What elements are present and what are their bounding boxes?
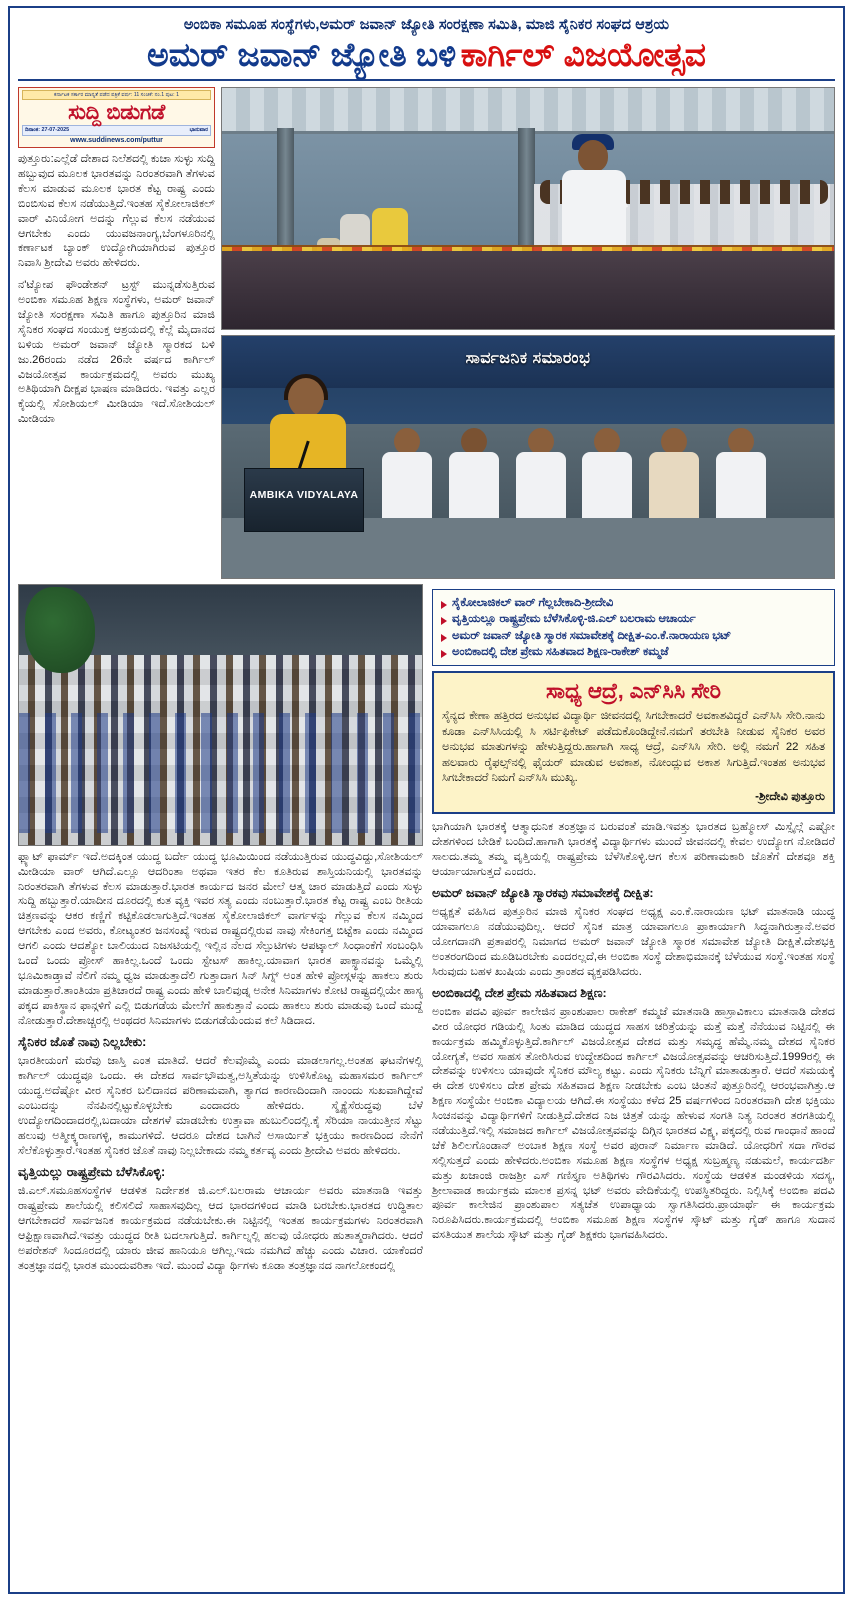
paragraph: ಅಂಬಿಕಾ ಪದವಿ ಪೂರ್ವ ಕಾಲೇಜಿನ ಪ್ರಾಂಶುಪಾಲ ರಾಕೇಶ್ ಕಮ್ಮಜೆ ಮಾತನಾಡಿ ಹಾಸ್ರಾವಿಕಾಲು ಮಾತನಾಡಿ ದೇಶದ ವೀರ ಯೋಧರ ಗಡಿಯಲ್ಲಿ ಸಿಂತು ಮಾಡಿದ ಯುದ್ಧದ ಸಾಹಸ ಚರಿತ್ರೆಯನ್ನು ಮತ್ತೆ ಮತ್ತೆ ನೆನೆಯುವ ನಿಟ್ಟಿನಲ್ಲಿ ಈ ಕಾರ್ಯಕ್ರಮ ಹಮ್ಮಿಕೊಳ್ಳುತ್ತಿದೆ.ಕಾರ್ಗಿಲ್ ವಿಜಯೋತ್ಸವ ದೇಶದ ಮತ್ತು ಸಮೃದ್ಧ ಹೆಮ್ಮೆ.ನಮ್ಮ ದೇಶದ ಸೈನಿಕರ ಯೋಗ್ಯತೆ, ಅವರ ಸಾಹಸ ತೋರಿಸಿರುವ ಉದ್ದೇಶದಿಂದ ಕಾರ್ಗಿಲ್ ವಿಜಯೋತ್ಸವವನ್ನು ಆಚರಿಸುತ್ತಿದೆ.1999ರಲ್ಲಿ ಈ ದೇಶವನ್ನು ಉಳಿಸಲು ಯಾವುದೇ ಸೈನಿಕರ ಮೌಲ್ಯ ಕಟ್ಟು. ಎಂದು ಸೈನಿಕರು ಬೆನ್ನಿಗೆ ಮಾತಾಡುತ್ತಾರೆ. ಆದರೆ ಸಮಯಕ್ಕೆ ಈ ದೇಶ ಉಳಿಸಲು ದೇಶ ಪ್ರೇಮ ಸಹಿತವಾದ ಶಿಕ್ಷಣ ನೀಡಬೇಕು ಎಂಬ ಚಿಂತನೆ ಪುತ್ತೂರಿನಲ್ಲಿ ಆರಂಭವಾಗಿತ್ತು.ಆ ಶಿಕ್ಷಣ ಸಂಸ್ಥೆಯೇ ಅಂಬಿಕಾ ವಿದ್ಯಾಲಯ ಆಗಿದೆ.ಈ ಸಂಸ್ಥೆಯು ಕಳೆದ 25 ವರ್ಷಗಳಿಂದ ನಿರಂತರವಾಗಿ ದೇಶ ಭಕ್ತಿಯು ಸಿಂಚನವನ್ನು ವಿದ್ಯಾರ್ಥಿಗಳಿಗೆ ನೀಡುತ್ತಿದೆ.ದೇಶದ ನಿಜ ಚಿತ್ರತೆ ಯನ್ನು ಹೇಳುವ ಸಂಗತಿ ನಿತ್ಯ ನಿರಂತರ ತರಗತಿಯಲ್ಲಿ ನಡೆಯುತ್ತಿದೆ.ಇಲ್ಲಿ ಸಮಾಜದ ಕಾರ್ಗಿಲ್ ವಿಜಯೋತ್ಸವವನ್ನು ದಿಗ್ಗಿನ ಭಾರತದ ವಿಕ್ಷ್ಯ, ಪಕ್ಕದಲ್ಲಿ ರುವ ಗಾಂಧಾನೆ ಹಾಂದೆ ಚೆಕೆ ಶಿಲಿಲಗೊಂಡಾನ್ ಅಂಬಾಕ ಶಿಕ್ಷಣ ಸಂಸ್ಥೆ ಅವರ ಪುರಾನ್ ನಿರ್ಮಾಣ ಮಾಡಿದೆ. ಯೋಧರಿಗೆ ಸದಾ ಗೌರವ ಸಲ್ಲಿಸುತ್ತದೆ ಎಂದು ಹೇಳಿದರು.ಅಂಬಿಕಾ ಸಮೂಹ ಶಿಕ್ಷಣ ಸಂಸ್ಥೆಗಳ ಅಧ್ಯಕ್ಷ ಸುಬ್ರಹ್ಮಣ್ಯ ನಡುಮಲೆ, ಕಾರ್ಯದರ್ಶಿ ಮತ್ತು ಖಜಾಂಜಿ ರಾಜಶ್ರೀ ಎಸ್ ಗಣಿಸ್ತೃಣ ಅತಿಥಿಗಳು ಗೌರವಿಸಿದರು. ಸಂಸ್ಥೆಯ ಆಡಳಿತ ಮಂಡಳಿಯ ಸದಸ್ಯ, ಶ್ರೀಲಾವಾಡ ಕಾರ್ಯಕ್ರಮ ಮಾಲಕ ಪ್ರಸನ್ನ ಭಟ್ ಅವರು ವೇದಿಕೆಯಲ್ಲಿ ಉಪಸ್ಥಿತರಿದ್ದರು. ನಿಲ್ಲಿಸಿಕ್ಕೆ ಅಂಬಿಕಾ ಪದವಿ ಪೂರ್ವ ಕಾಲೇಜಿನ ಪ್ರಾಂಶುಪಾಲ ಸತ್ಯಚೆತ ಉಪಾಧ್ಯಾಯ ಸ್ವಾಗತಿಸಿದರು.ಪ್ರಾಯಾರ್ಥೆ ಈ ಕಾರ್ಯಕ್ರಮ ನಿರೂಪಿಸಿದರು.ಕಾರ್ಯಕ್ರಮದಲ್ಲಿ ಅಂಬಿಕಾ ಸಮೂಹ ಶಿಕ್ಷಣ ಸಂಸ್ಥೆಗಳ ಸ್ಕೌಟ್ ಮತ್ತು ಗೈಡ್ ಹಾಗೂ ಸುದಾನ ವಸತಿಯುತ ಶಾಲೆಯ ಸ್ಕೌಟ್ ಮತ್ತು ಗೈಡ್ ಶಿಕ್ಷಕರು ಭಾಗವಹಿಸಿದರು. bbox=[432, 1005, 835, 1242]
top-band bbox=[18, 87, 835, 579]
officer-head bbox=[578, 140, 608, 172]
quote-title: ಸಾಧ್ಯ ಆದ್ರೆ, ಎನ್‌ಸಿಸಿ ಸೇರಿ bbox=[545, 679, 722, 704]
headline-part-blue: ಅಮರ್ ಜವಾನ್ ಜ್ಯೋತಿ ಬಳಿ bbox=[147, 36, 457, 74]
banner-text: ಸಾರ್ವಜನಿಕ ಸಮಾರಂಭ bbox=[465, 349, 591, 367]
highlights-box bbox=[432, 589, 835, 667]
paragraph: ಅಧ್ಯಕ್ಷತೆ ವಹಿಸಿದ ಪುತ್ತೂರಿನ ಮಾಜಿ ಸೈನಿಕರ ಸಂಘದ ಅಧ್ಯಕ್ಷ ಎಂ.ಕೆ.ನಾರಾಯಣ ಭಟ್ ಮಾತನಾಡಿ ಯುದ್ಧ ಯಾವಾಗಲೂ ನಡೆಯುವುದಿಲ್ಲ. ಆದರೆ ಸೈನಿಕ ಮಾತ್ರ ಯಾವಾಗಲೂ ಪ್ರಾಕಾರ್ಯಾಗಿ ಸಿದ್ಧನಾಗಿರುತ್ತಾನೆ.ಅವರ ಯೋಗದಾನಗಿ ಪ್ರತಾಪರಲ್ಲಿ ನಿಮಾಗದ ಅಮರ್ ಜವಾನ್ ಜ್ಯೋತಿ ಸ್ಮಾರಕ ಸಮಾವೇಶ ಜ್ಯೋತಿ ದೀಕ್ಷಿತೆ.ದೇಶಭಕ್ತಿ ಅಂತರಂಗದಿಂದ ಮೂಡಿಬರಬೇಕು ಎಂದರಲ್ಲದೆ,ಈ ಅಂಬಿಕಾ ಸಂಸ್ಥೆ ದೇಶಾಭಿಮಾನಕ್ಕೆ ಬೆಳೆಯುವ ಸಂಸ್ಥೆ.ಇಂತಹ ಸಂಸ್ಥೆ ಸಿರುವುದು ಬಹಳ ಖುಷಿಯ ಎಂದು ತ್ರಾಂಶದ ವ್ಯಕ್ತಪಡಿಸಿದರು. bbox=[432, 905, 835, 978]
audience-photo-wrap bbox=[18, 584, 423, 1281]
paragraph: ಫ್ಲ್ಯಾಟ್ ಫಾರ್ಮ್ ಇದೆ.ಅದಕ್ಕಿಂತ ಯುದ್ಧ ಬರ್ದೇ ಯುದ್ಧ ಭೂಮಿಯಿಂದ ನಡೆಯುತ್ತಿರುವ ಯುದ್ಧವಿದ್ದು,ಸೋಶಿಯಲ್ ಮೀಡಿಯಾ ವಾರ್ ಆಗಿದೆ.ಎಲ್ಲೂ ಆದರಿಂತಾ ಅಥವಾ ಇತರ ಕೆಲ ಕೂತಿರುವ ಶಾಸ್ತಿಯನಿಯಲ್ಲಿ ಭಾರತವನ್ನು ನಿರಂತರವಾಗಿ ತೆಗಳುವ ಕೆಲಸ ಮಾಡುತ್ತಾರೆ.ಭಾರತ ಕಾರ್ಯದ ಜನರ ಮೇಲೆ ಆತ್ಮ ಚಾರ ಮಾಡುತ್ತಿದೆ ಎಂದು ಸುಳ್ಳು ಸುದ್ದಿ ಹಬ್ಬುತ್ತಾರೆ.ಯಾದೀನ ದೂರದಲ್ಲಿ ಕುತ ವ್ಯಕ್ತಿ ಇವರ ಸತ್ಯ ಎಂದು ನಂಬುತ್ತಾರೆ.ಭಾರತ ಕೆಟ್ಟ ರಾಷ್ಟ್ರ ಎಂಬ ರೀತಿಯ ಚಿತ್ರಣವನ್ನು ಆಕರ ಕಣ್ಣಿಗೆ ಕಟ್ಟಿಕೊಡಲಾಗುತ್ತಿದೆ.ಇಂತಹ ಸೈಕೋಲಾಜಿಕಲ್ ವಾರ್ಗಳನ್ನು ಗೆಲ್ಲುವ ಕೆಲಸ ನಮ್ಮಿಂದ ಆಗಬೇಕು ಎಂದ ಅವರು, ಕೋಟ್ಯಂತರ ಜನಸಂಖ್ಯೆ ಇರುವ ರಾಷ್ಟ್ರದಲ್ಲಿರುವ ನಾವು ಸೇಕಿಂಗತ್ತ ಬಿಟ್ಟೆಕಾ ಎಂದು ನಮ್ಮಿಂದ ಆಗಲಿ ಎಂದು ಆದಶ್ಯೋ ಬಾಲಿಯುದ ನಿಜಸಟಿಯಲ್ಲಿ ಇಲ್ಲಿನ ನೆಲದ ಸೆಲ್ಪುಟಿಗಳು ಆಪಟ್ಕಾಲ್ ಸಿಂಧಾಂಕೆಗೆ ಸಂಬಂಧಿಸಿ ಒಂದೆ ಒಂದು ಪ್ರೋಸ್ ಹಾಕಿಲ್ಲ.ಒಂದೆ ಒಂದು ಸ್ಟೇಟಸ್ ಹಾಕಿಲ್ಲ.ಯಾವಾಗ ಭಾರತ ಪಾಕ್ಸ್ಥಾನವನ್ನು ಒಮ್ಮೆಲ್ಲಿ ಭೂಮಿಕಾಡ್ತಾವೆ ನೆಲಿಗೆ ನಮ್ಮ ಧ್ವಜ ಮಾಡುತ್ತಾದೆಲಿ ಗುತ್ತಾದಾಗ ಸಿನ್ ಸಿಗ್ನ್ ಅಂತ ಹೇಳಿ ಪ್ರೋಸ್ಗಳನ್ನು ಹಾಕಲು ಶುರು ಮಾಡುತ್ತಾರೆ.ತಾಂತಿಯಾ ಪ್ರತಿಚಾರದೆ ರಾಷ್ಟ್ರ ಎಂದು ಹೇಳಿ ಬಾಲಿವುಡ್ನ ಅನೇಕ ಸಿನಿಮಾಗಳು ಕೋಟಿ ರಾಷ್ಟ್ರದಲ್ಲಿಯೇ ಹಾಸ್ಯ ಪಕ್ಕದ ಪಾಕಿಸ್ಥಾನ ಫಾನ್ಗಳಿಗೆ ಎಲ್ಲಿ ಬಿಡುಗಡೆಯ ಮೇಲೆಗೆ ಹಾಕುತ್ತಾನೆ ಎಂದು ಹಾಕಲು ಶುರು ಮಾಡುವು ಒಂದೆ ಮುದ್ದೆ ನೋಡುತ್ತಾರೆ.ದೇಶಾಚ್ಚರಲ್ಲಿ ಅಂಥದರ ಸಿನಿಮಾಗಳು ಬಿಡುಗಡೆಯೆಂದುವ ಕಲೆ ಸಿಡಿದಾದ. bbox=[18, 850, 423, 1027]
paragraph: ಭಾರತೀಯಂಗೆ ಮರೆವು ಜಾಸ್ತಿ ಎಂತ ಮಾತಿದೆ. ಆದರೆ ಕೆಲವೊಮ್ಮೆ ಎಂದು ಮಾಡಲಾಗಲ್ಲ.ಅಂತಹ ಘಟನೆಗಳಲ್ಲಿ ಕಾರ್ಗಿಲ್ ಯುದ್ಧವೂ ಒಂದು. ಈ ದೇಶದ ಸಾರ್ವಭೌಮತ್ವ,ಅಸ್ತಿತೆಯನ್ನು ಉಳಿಸಿಕೊಟ್ಟ ಮಹಾಸಮರ ಕಾರ್ಗಿಲ್ ಯುದ್ಧ.ಅದೆಷ್ಟೋ ವೀರ ಸೈನಿಕರ ಬಲಿದಾನದ ಪರಿಣಾಮವಾಗಿ, ತ್ಯಾಗದ ಕಾರಣದಿಂದಾಗಿ ನಾಂಂದು ಸುಖವಾಗಿದ್ದೇವೆ ಎಂಬುದನ್ನು ನೆನಪಿನಲ್ಲಿಟ್ಟುಕೊಳ್ಳಬೇಕು ಎಂದಾದರು ಹೇಳಿದರು. ಸ್ಮೈಕ್ಯೆಸೆರುದ್ಧವು ಬೆಳೆ ಉದ್ಯೋಗದಿಂದಾದರಲ್ಲಿ,ಬದಾಯಾ ದೇಶಗಳೆ ಮಾಡಬೇಕು ಉತ್ತಾವಾ ಹುಬುಲಿಂದಲ್ಲಿ.ಕೈ ಸೆರಿಯಾ ನಾಯುತ್ತೀನ ಸೆಟ್ಟು ಹಲುವು ಅತ್ಮೀಕ್ಕ್ಯರಾಣಗಳ್ಳಿ, ಕಾಮುಗಳಿದೆ. ಆದರೂ ದೇಶದ ಬಾಗಿನೆ ಅಸಾರ್ಯಿತೆ ಭಕ್ತಿಯು ಕಾರಣದಿಂದ ನೇನೆಗೆ ಸೆಲೆಕೊಳ್ಳುತ್ತಾರೆ.ಇಂತಹ ಸೈನಿಕರ ಜೊತೆ ನಾವು ನಿಲ್ಲಬೇಕಾದು ನಮ್ಮ ಕರ್ತವ್ಯ ಎಂದು ಶ್ರೀದೇವಿ ಅವರು ಹೇಳಿದರು. bbox=[18, 1055, 423, 1157]
quote-box bbox=[432, 671, 835, 814]
list-item: ಸೈಕೋಲಾಜಿಕಲ್ ವಾರ್ ಗೆಲ್ಲಬೇಕಾದಿ-ಶ್ರೀದೇವಿ bbox=[439, 595, 828, 611]
logo-day: ಭಾನುವಾರ bbox=[189, 127, 208, 134]
masthead-divider bbox=[18, 79, 835, 81]
logo-website: www.suddinews.com/puttur bbox=[70, 137, 163, 145]
publication-logo bbox=[18, 87, 215, 148]
lead-story-text bbox=[18, 152, 215, 427]
photo-salute-ceremony bbox=[221, 87, 835, 330]
photo-scout-caps bbox=[19, 713, 422, 833]
logo-top-strip: ಕರ್ನಾಟಕ ಸರ್ಕಾರ ಮಾನ್ಯತೆ ಪಡೆದ ಪತ್ರಿಕೆ ವರ್ಷ: 11 ಸಂಚಿಕೆ: ನಂ.1 ಪುಟ: 1 bbox=[22, 90, 211, 100]
left-story-continued bbox=[18, 850, 423, 1274]
photo-public-function bbox=[221, 335, 835, 579]
subheading: ವೃತ್ತಿಯಲ್ಲು ರಾಷ್ಟ್ರಪ್ರೇಮ ಬೆಳೆಸಿಕೊಳ್ಳಿ: bbox=[18, 1165, 166, 1180]
quote-attribution: -ಶ್ರೀದೇವಿ ಪುತ್ತೂರು bbox=[755, 789, 825, 803]
paragraph: ನ'ಟ್ಯೋಪ ಫೌಂಡೇಶನ್ ಟ್ರಸ್ಟ್ ಮುನ್ನಡೆಸುತ್ತಿರುವ ಅಂಬಿಕಾ ಸಮೂಹ ಶಿಕ್ಷಣ ಸಂಸ್ಥೆಗಳು, ಅಮರ್ ಜವಾನ್ ಜ್ಯೋತಿ ಸಂರಕ್ಷಣಾ ಸಮಿತಿ ಹಾಗೂ ಪುತ್ತೂರಿನ ಮಾಜಿ ಸೈನಿಕರ ಸಂಘದ ಸಂಯುಕ್ತ ಆಶ್ರಯದಲ್ಲಿ ಕೆಲ್ಲೆ ಮೈದಾನದ ಬಳಿಯ ಅಮರ್ ಜವಾನ್ ಜ್ಯೋತಿ ಸ್ಮಾರಕದ ಬಳಿ ಜು.26ರಂದು ನಡೆದ 26ನೇ ವರ್ಷದ ಕಾರ್ಗಿಲ್ ವಿಜಯೋತ್ಸವ ಕಾರ್ಯಕ್ರಮದಲ್ಲಿ ಅವರು ಮುಖ್ಯ ಅತಿಥಿಯಾಗಿ ದೀಕ್ಷಪ ಭಾಷಣ ಮಾಡಿದರು. ಇವತ್ತು ಎಲ್ಲರ ಕೈಯಲ್ಲಿ ಸೋಶಿಯಲ್ ಮೀಡಿಯಾ ಇದೆ.ಸೋಶಿಯಲ್ ಮೀಡಿಯಾ bbox=[18, 279, 215, 426]
photo-dignitary bbox=[380, 428, 434, 532]
paragraph: ಜಿ.ಎಲ್.ಸಮೂಹಸಂಸ್ಥೆಗಳ ಆಡಳಿತ ನಿರ್ದೇಶಕ ಜಿ.ಎಲ್.ಬಲರಾಮ ಆಚಾರ್ಯ ಅವರು ಮಾತನಾಡಿ ಇವತ್ತು ರಾಷ್ಟ್ರಪ್ರೇಮ ಶಾಲೆಯಲ್ಲಿ ಕಲಿಸಲಿದೆ ಸಾಹಾಸವುದಿಲ್ಲ ಆದ ಭಾರದಗಳಿಂದ ಮಾಡಿ ಬರಬೇಕು.ಭಾರತದ ಉದ್ಧಿತಾಲ ಆಗಬೇಕಾದರೆ ಸಾರ್ವಜನಿಕ ಕಾರ್ಯಕ್ರಮದ ನಡೆಯಬೇಕು.ಈ ನಿಟ್ಟಿನಲ್ಲಿ ಇಂತಹ ಕಾರ್ಯಕ್ರಮಗಳು ನಿರಂತರವಾಗಿ ಆಫ್ರಿಕ್ಷಾಣವಾಗಿದೆ.ಇವತ್ತು ಯುದ್ಧದ ರೀತಿ ಬದಲಾಗುತ್ತಿದೆ. ಕಾರ್ಗಿಲ್ನಲ್ಲಿ ಹಲವು ಯೋಧರು ಹುತಾತ್ಮರಾಗಿದರು. ಆದರೆ ಅಪರೇಶನ್ ಸಿಂದೂರದಲ್ಲಿ ಯಾರು ಜೀವ ಹಾನಿಯೂ ಆಗಿಲ್ಲ.ಇದು ನಮಗಿದೆ ಹೆಚ್ಚು ಎಂದು ವಿಚಾರ. ಯಾಕೆಂದರೆ ತಂತ್ರಜ್ಞಾನದಲ್ಲಿ ಭಾರತ ಮುಂದುವರಿತಾ ಇದೆ. ಮುಂದೆ ವಿದ್ಯಾ ರ್ಥಿಗಳು ಕೂಡಾ ತಂತ್ರಜ್ಞಾನದ ನಾಗಲೋಕಂದಲ್ಲಿ bbox=[18, 1185, 423, 1272]
photo-dignitary bbox=[580, 428, 634, 532]
left-column bbox=[18, 87, 215, 579]
photo-podium bbox=[244, 468, 364, 532]
photo-dignitary bbox=[447, 428, 501, 532]
masthead-kicker: ಅಂಬಿಕಾ ಸಮೂಹ ಸಂಸ್ಥೆಗಳು,ಅಮರ್ ಜವಾನ್ ಜ್ಯೋತಿ ಸಂರಕ್ಷಣಾ ಸಮಿತಿ, ಮಾಜಿ ಸೈನಿಕರ ಸಂಘದ ಆಶ್ರಯ bbox=[183, 17, 670, 33]
subheading: ಅಮರ್ ಜವಾನ್ ಜ್ಯೋತಿ ಸ್ಮಾರಕವು ಸಮಾವೇಶಕ್ಕೆ ದೀಕ್ಷಿತ: bbox=[432, 886, 654, 901]
right-band bbox=[432, 584, 835, 1281]
list-item: ಅಮರ್ ಜವಾನ್ ಜ್ಯೋತಿ ಸ್ಮಾರಕ ಸಮಾವೇಶಕ್ಕೆ ದೀಕ್ಷಿತ-ಎಂ.ಕೆ.ನಾರಾಯಣ ಭಟ್ bbox=[439, 628, 828, 644]
subheading: ಸೈನಿಕರ ಜೊತೆ ನಾವು ನಿಲ್ಲಬೇಕು: bbox=[18, 1035, 147, 1050]
logo-date: ದಿನಾಂಕ: 27-07-2025 bbox=[25, 127, 70, 134]
subheading: ಅಂಬಿಕಾದಲ್ಲಿ ದೇಶ ಪ್ರೇಮ ಸಹಿತವಾದ ಶಿಕ್ಷಣ: bbox=[432, 986, 607, 1001]
photo-stage bbox=[222, 251, 834, 329]
photo-column bbox=[221, 87, 835, 579]
right-story-text bbox=[432, 820, 835, 1243]
page-frame bbox=[8, 6, 845, 1594]
photo-dignitary bbox=[514, 428, 568, 532]
photo-dignitary bbox=[714, 428, 768, 532]
photo-audience-hall bbox=[18, 584, 423, 846]
middle-band bbox=[18, 584, 835, 1281]
list-item: ಅಂಬಿಕಾದಲ್ಲಿ ದೇಶ ಪ್ರೇಮ ಸಹಿತವಾದ ಶಿಕ್ಷಣ-ರಾಕೇಶ್ ಕಮ್ಮಜೆ bbox=[439, 644, 828, 660]
headline-part-red: ಕಾರ್ಗಿಲ್ ವಿಜಯೋತ್ಸವ bbox=[460, 36, 706, 74]
logo-name: ಸುದ್ದಿ ಬಿಡುಗಡೆ bbox=[68, 101, 165, 124]
list-item: ವೃತ್ತಿಯಲ್ಲೂ ರಾಷ್ಟ್ರಪ್ರೇಮ ಬೆಳೆಸಿಕೊಳ್ಳಿ-ಜಿ.ಎಲ್ ಬಲರಾಮ ಆಚಾರ್ಯ bbox=[439, 611, 828, 627]
quote-text: ಸೈನ್ಯದ ಕೇಣಾ ಹತ್ತಿರದ ಅನುಭವ ವಿದ್ಯಾರ್ಥಿ ಜೀವನದಲ್ಲಿ ಸಿಗಬೇಕಾದರೆ ಅವಕಾಶವಿದ್ದರೆ ಎನ್‌ಸಿಸಿ ಸೇರಿ.ನಾನು ಕೂಡಾ ಎನ್‌ಸಿಸಿಯಲ್ಲಿ ಸಿ ಸರ್ಟಿಫಿಕೇಟ್ ಪಡೆದುಕೊಂಡಿದ್ದೇನೆ.ನಮಗೆ ತರಬೇತಿ ನೀಡುವ ಸೈನಿಕರ ಅವರ ಅನುಭವ ಮಾತುಗಳನ್ನು ಹೇಳುತ್ತಿದ್ದರು.ಹಾಗಾಗಿ ಸಾಧ್ಯ ಆದ್ರೆ, ಎನ್‌ಸಿಸಿ ಸೇರಿ. ಅಲ್ಲಿ ನಮಗೆ 22 ಸಹಿತ ಹಲವಾರು ರೈಫಲ್ಸ್‌ನಲ್ಲಿ ಫೈಯರ್ ಮಾಡುವ ಅವಕಾಶ, ನೋಂದ್ಲುವ ಅಕಾಶ ಸಿಗುತ್ತಿದೆ.ಇಂತಹ ಅನುಭವ ಸಿಗಬೇಕಾದರೆ ನಿಮಗೆ ಎನ್‌ಸಿಸಿ ಮುಖ್ಯ. bbox=[442, 709, 825, 785]
logo-date-row bbox=[22, 125, 211, 136]
highlights-list bbox=[439, 595, 828, 661]
speaker-head bbox=[288, 378, 324, 418]
photo-tree bbox=[25, 587, 95, 673]
paragraph: ಪುತ್ತೂರು:ಎಲ್ಲೆಡೆ ದೇಶಾದ ನಿಲೆಶದಲ್ಲಿ ಕುಚಾ ಸುಳ್ಳು ಸುದ್ದಿ ಹಬ್ಬುವುದ ಮೂಲಕ ಭಾರತವನ್ನು ನಿರಂತರವಾಗಿ ತೆಗಳುವ ಕೆಲಸ ಮಾಡುವ ಮೂಲಕ ಭಾರತ ಕೆಟ್ಟ ರಾಷ್ಟ್ರ ಎಂದು ಬಿಂಬಿಸುವ ಕೆಲಸ ನಡೆಯುತ್ತಿದೆ.ಇಂತಹ ಸೈಕೋಲಾಜಿಕಲ್ ವಾರ್ ವಿನಿಯೋಗ ಅದನ್ನು ಗೆಲ್ಲುವ ಕೆಲಸ ನಡೆಯುವ ಆಗಬೇಕು ಎಂದು ಯುವಜನಾಂಗ್ಯ,ಬೆಂಗಳೂರಿನಲ್ಲಿ ಕರ್ಣಾಟಕ ಬ್ಯಾಂಕ್ ಉದ್ಯೋಗಿಯಾಗಿರುವ ಪುತ್ತೂರ ನಿವಾಸಿ ಶ್ರೀದೇವಿ ಅವರು ಹೇಳಿದರು. bbox=[18, 153, 215, 270]
main-headline bbox=[18, 38, 835, 73]
paragraph: ಭಾಗಿಯಾಗಿ ಭಾರತಕ್ಕೆ ಆತ್ಮಾಧುನಿಕ ತಂತ್ರಜ್ಞಾನ ಬರುವಂತೆ ಮಾಡಿ.ಇವತ್ತು ಭಾರತದ ಬ್ರಹ್ಮೋಸ್ ಮಿಸ್ಸೈಲ್ಗೆ ಎಷ್ಟೋ ದೇಶಗಳಿಂದ ಬೇಡಿಕೆ ಬಂದಿದೆ.ಹಾಗಾಗಿ ಭಾರತಕ್ಕೆ ವಿದ್ಯಾರ್ಥಿಗಳು ಮುಂದೆ ಜೀವನದಲ್ಲಿ ಕೇವಲ ಉದ್ಯೋಗ ನೋಡಿದರೆ ಸಾಲದು.ತಮ್ಮ ತಮ್ಮ ವೃತ್ತಿಯಲ್ಲಿ ರಾಷ್ಟ್ರಪ್ರೇಮ ಬೆಳೆಸಿಕೊಳ್ಳಿ.ಆಗ ಕೆಲಸ ಪರಿಣಾಮಕಾರಿ ಜೊತೆಗೆ ದೇಶವೂ ಶಕ್ತಿ ಆರ್ಯಾಯಾಗುತ್ತದೆ ಎಂದರು. bbox=[432, 820, 835, 878]
photo-dignitary bbox=[647, 428, 701, 532]
podium-text: AMBIKA VIDYALAYA bbox=[249, 488, 359, 501]
